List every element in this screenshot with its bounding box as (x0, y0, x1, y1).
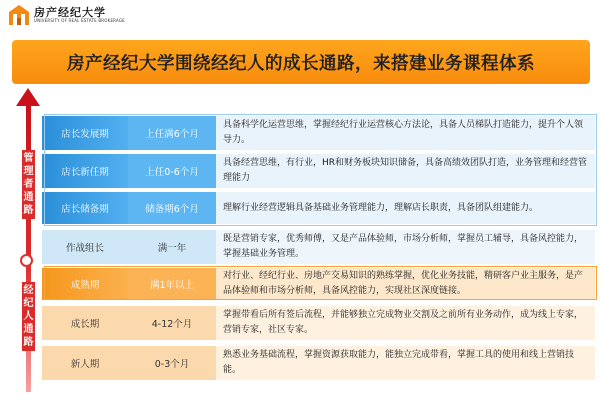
stage-label: 成长期 (42, 306, 128, 340)
stage-description: 具备经营思维，有行业，HR和财务板块知识储备，具备高绩效团队打造，业务管理和经营管理能力 (216, 154, 595, 188)
stage-description: 具备科学化运营思维，掌握经纪行业运营核心方法论，具备人员梯队打造能力，提升个人领导力。 (216, 116, 595, 150)
mature-stage-frame (44, 266, 597, 300)
up-arrow-icon (16, 88, 40, 106)
career-path-axis (10, 88, 46, 406)
stage-condition: 上任满6个月 (128, 116, 216, 150)
axis-divider-dot (20, 254, 33, 267)
table-row (42, 230, 595, 264)
stage-label: 新人期 (42, 346, 128, 380)
table-row (42, 346, 595, 380)
management-group-frame (44, 114, 597, 226)
stage-label: 店长储备期 (42, 192, 128, 224)
stage-description: 理解行业经营逻辑具备基础业务管理能力，理解店长职责，具备团队组建能力。 (216, 192, 595, 224)
stage-description: 掌握带看后所有签后流程，并能够独立完成物业交割及之前所有业务动作，成为线上专家，营销专家，社区专家。 (216, 306, 595, 340)
stage-label: 店长新任期 (42, 154, 128, 188)
stage-description: 对行业、经纪行业、房地产交易知识的熟练掌握，优化业务技能，精研客户业主服务，是产品体验师和市场分析师，具备风控能力，实现社区深度链接。 (216, 268, 595, 300)
stage-label: 作战组长 (42, 230, 128, 264)
stage-condition: 4-12个月 (128, 306, 216, 340)
stage-label: 成熟期 (42, 268, 128, 300)
management-path-label: 管理者通路 (22, 150, 35, 219)
stage-condition: 储备期6个月 (128, 192, 216, 224)
header-bar (0, 0, 601, 30)
stage-description: 既是营销专家，优秀师傅，又是产品体验师，市场分析师，掌握员工辅导，具备风控能力，掌握基础业务管理。 (216, 230, 595, 264)
agent-path-label: 经纪人通路 (22, 282, 35, 351)
university-logo-icon (8, 4, 30, 26)
stage-condition: 上任0-6个月 (128, 154, 216, 188)
page-title: 房产经纪大学围绕经纪人的成长通路，来搭建业务课程体系 (12, 40, 590, 84)
brand-name: 房产经纪大学 (34, 6, 106, 19)
stage-description: 熟悉业务基础流程，掌握资源获取能力，能独立完成带看，掌握工具的使用和线上营销技能。 (216, 346, 595, 380)
stage-condition: 0-3个月 (128, 346, 216, 380)
stage-condition: 满一年 (128, 230, 216, 264)
stage-label: 店长发展期 (42, 116, 128, 150)
table-row (42, 306, 595, 340)
stage-condition: 满1年以上 (128, 268, 216, 300)
brand-subtitle: UNIVERSITY OF REAL ESTATE BROKERAGE (34, 18, 125, 23)
